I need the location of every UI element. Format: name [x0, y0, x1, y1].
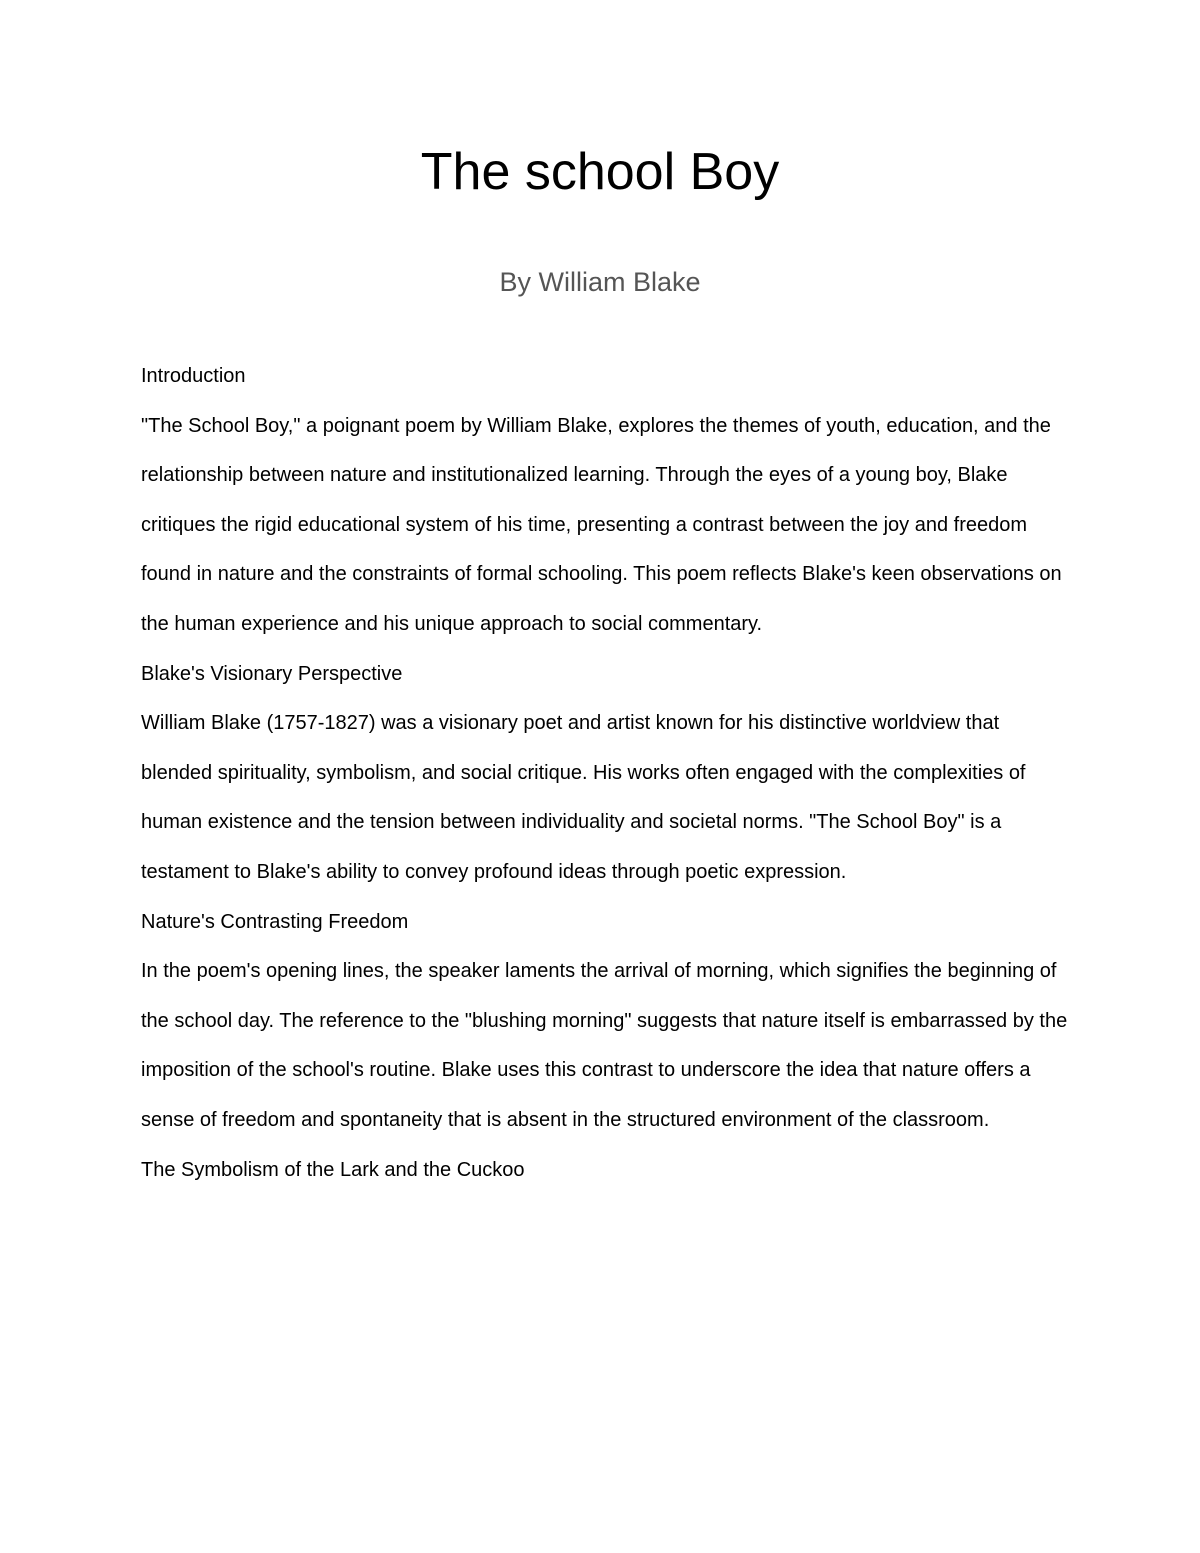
section-paragraph: In the poem's opening lines, the speaker laments the arrival of morning, which signifies the beginning of the school day. The reference to the "blushing morning" suggests that nature itself is embarrassed by the imposition of the school's routine. Blake uses this contrast to underscore the idea that nature offers a sense of freedom and spontaneity that is absent in the structured environment of the classroom. [141, 960, 1068, 1131]
section-heading: Introduction [141, 365, 246, 387]
section-paragraph: "The School Boy," a poignant poem by William Blake, explores the themes of youth, education, and the relationship between nature and institutionalized learning. Through the eyes of a young boy, Blake critiques the rigid educational system of his time, presenting a contrast between the joy and freedom found in nature and the constraints of formal schooling. This poem reflects Blake's keen observations on the human experience and his unique approach to social commentary. [141, 414, 1062, 635]
section-heading: Blake's Visionary Perspective [141, 662, 403, 685]
section-paragraph: William Blake (1757-1827) was a visionary poet and artist known for his distinctive worldview that blended spirituality, symbolism, and social critique. His works often engaged with the complexities of human existence and the tension between individuality and societal norms. "The School Boy" is a testament to Blake's ability to convey profound ideas through poetic expression. [141, 712, 1026, 883]
document-body [141, 352, 1071, 1195]
document-subtitle: By William Blake [499, 267, 701, 297]
document-title: The school Boy [420, 143, 780, 201]
section-heading: The Symbolism of the Lark and the Cuckoo [141, 1158, 525, 1181]
section-heading: Nature's Contrasting Freedom [141, 910, 409, 933]
